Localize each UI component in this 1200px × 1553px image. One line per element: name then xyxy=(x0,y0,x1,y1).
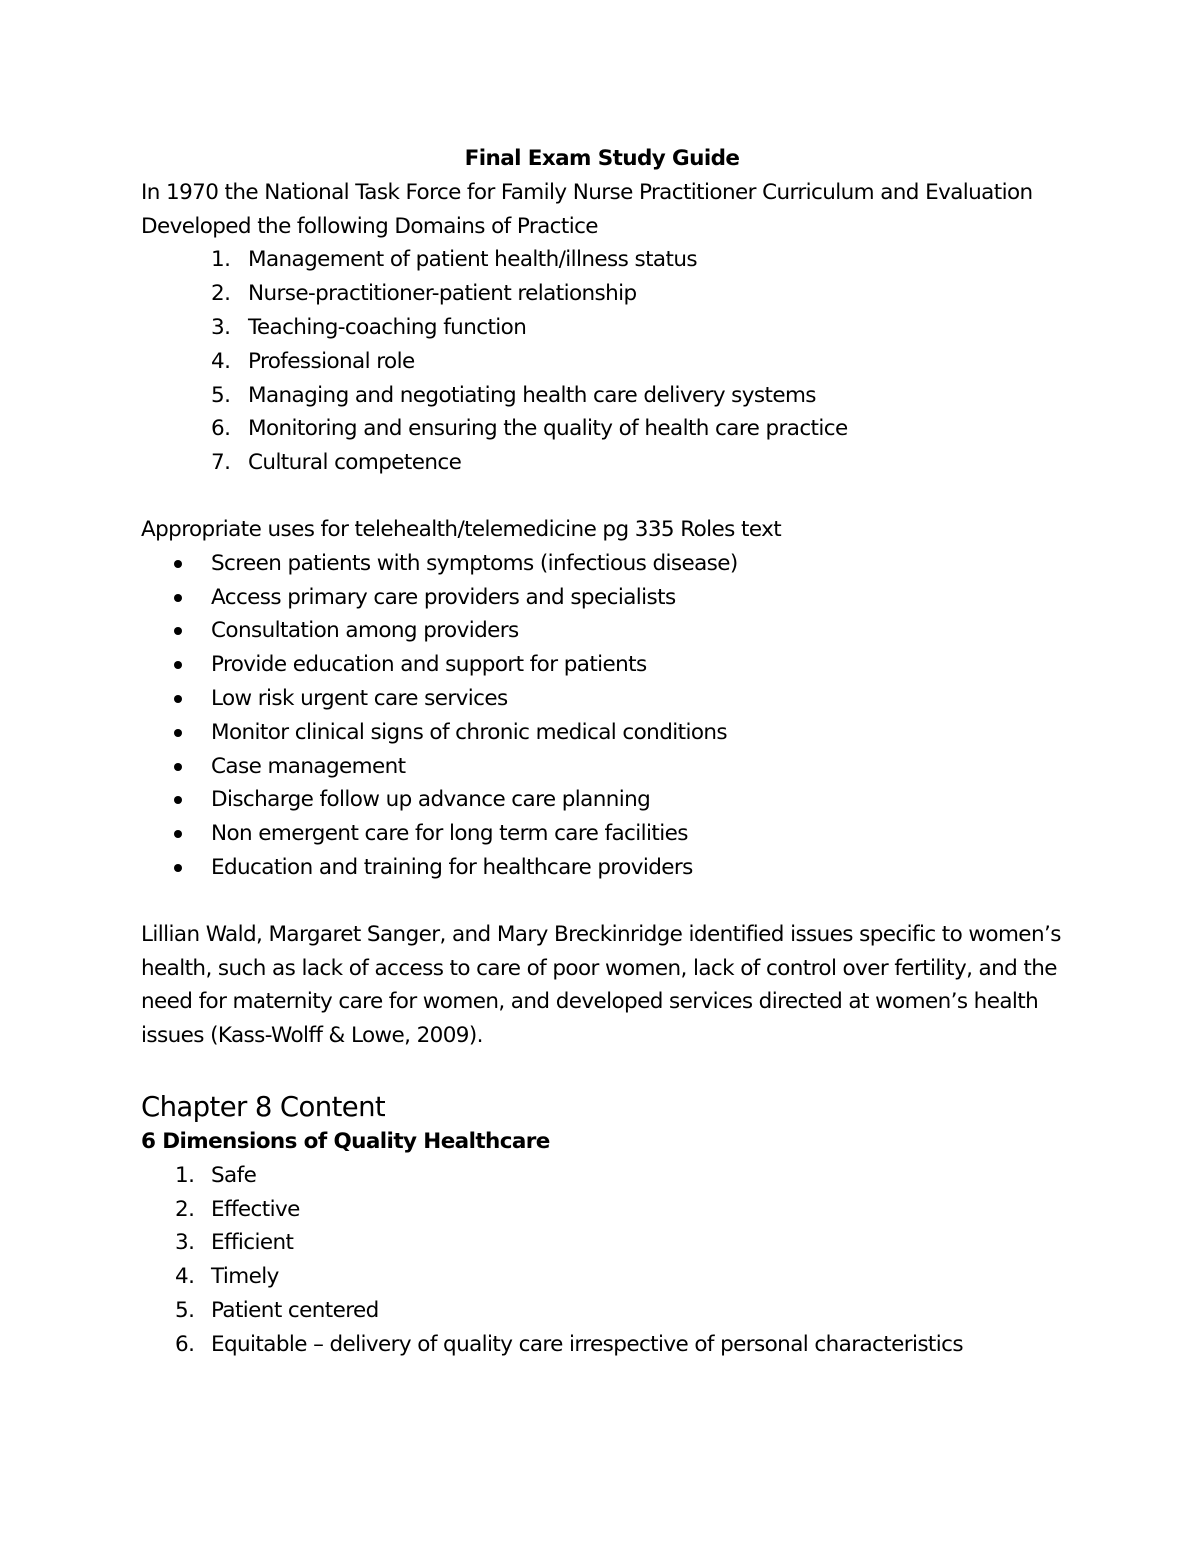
list-item xyxy=(141,682,1071,716)
list-item-text: Managing and negotiating health care delivery systems xyxy=(248,382,816,408)
list-number: 7. xyxy=(211,450,231,476)
chapter-heading: Chapter 8 Content xyxy=(141,1090,386,1123)
list-item xyxy=(141,547,1071,581)
bullet-icon xyxy=(174,695,182,703)
list-item-text: Low risk urgent care services xyxy=(211,685,508,711)
list-item-text: Equitable – delivery of quality care irrespective of personal characteristics xyxy=(211,1331,963,1357)
bullet-icon xyxy=(174,864,182,872)
bullet-icon xyxy=(174,661,182,669)
bullet-icon xyxy=(174,560,182,568)
telehealth-uses-list xyxy=(141,547,1071,885)
list-item xyxy=(141,716,1071,750)
list-item-text: Discharge follow up advance care planning xyxy=(211,787,651,813)
list-item xyxy=(141,1193,1071,1227)
list-number: 6. xyxy=(175,1331,195,1357)
bullet-icon xyxy=(174,796,182,804)
list-number: 2. xyxy=(175,1196,195,1222)
list-number: 3. xyxy=(175,1230,195,1256)
spacer xyxy=(141,1053,1071,1086)
list-item-text: Access primary care providers and specialists xyxy=(211,584,676,610)
list-item xyxy=(141,243,1071,277)
list-item-text: Patient centered xyxy=(211,1297,379,1323)
list-item xyxy=(141,614,1071,648)
list-item-text: Case management xyxy=(211,753,406,779)
list-item-text: Timely xyxy=(211,1264,279,1290)
list-item-text: Professional role xyxy=(248,348,415,374)
bullet-icon xyxy=(174,594,182,602)
list-item xyxy=(141,1294,1071,1328)
list-number: 4. xyxy=(211,348,231,374)
list-number: 4. xyxy=(175,1264,195,1290)
list-item-text: Non emergent care for long term care facilities xyxy=(211,821,688,847)
list-item-text: Consultation among providers xyxy=(211,618,519,644)
womens-health-paragraph: Lillian Wald, Margaret Sanger, and Mary Breckinridge identified issues specific to women’s health, such as lack of access to care of poor women, lack of control over fertility, and the need for maternity care for women, and developed services directed at women’s health issues (Kass-Wolff & Lowe, 2009). xyxy=(141,921,1061,1049)
list-number: 1. xyxy=(175,1162,195,1188)
bullet-icon xyxy=(174,729,182,737)
list-number: 3. xyxy=(211,314,231,340)
list-number: 5. xyxy=(211,382,231,408)
telehealth-heading: Appropriate uses for telehealth/telemedicine pg 335 Roles text xyxy=(141,516,782,542)
list-item xyxy=(141,1328,1071,1362)
spacer xyxy=(141,885,1071,918)
list-item xyxy=(141,1226,1071,1260)
document-page xyxy=(141,142,1071,1362)
list-item-text: Teaching-coaching function xyxy=(248,314,527,340)
list-item xyxy=(141,648,1071,682)
spacer xyxy=(141,480,1071,513)
list-item-text: Monitoring and ensuring the quality of health care practice xyxy=(248,416,848,442)
list-item xyxy=(141,412,1071,446)
list-item xyxy=(141,817,1071,851)
list-item xyxy=(141,851,1071,885)
list-item xyxy=(141,446,1071,480)
list-item xyxy=(141,1260,1071,1294)
list-number: 6. xyxy=(211,416,231,442)
dimensions-heading: 6 Dimensions of Quality Healthcare xyxy=(141,1128,550,1154)
list-item-text: Efficient xyxy=(211,1230,294,1256)
list-item-text: Monitor clinical signs of chronic medical conditions xyxy=(211,719,728,745)
list-item-text: Provide education and support for patients xyxy=(211,652,647,678)
list-item xyxy=(141,1159,1071,1193)
list-item-text: Safe xyxy=(211,1162,257,1188)
bullet-icon xyxy=(174,830,182,838)
list-item xyxy=(141,581,1071,615)
list-item xyxy=(141,750,1071,784)
document-title: Final Exam Study Guide xyxy=(464,146,740,171)
list-item-text: Management of patient health/illness status xyxy=(248,247,697,273)
intro-paragraph: In 1970 the National Task Force for Family Nurse Practitioner Curriculum and Evaluation Developed the following Domains of Practice xyxy=(141,179,1033,239)
list-item-text: Effective xyxy=(211,1196,300,1222)
list-item-text: Cultural competence xyxy=(248,450,462,476)
list-item-text: Education and training for healthcare providers xyxy=(211,854,693,880)
list-item-text: Screen patients with symptoms (infectious disease) xyxy=(211,550,738,576)
dimensions-list xyxy=(141,1159,1071,1362)
bullet-icon xyxy=(174,763,182,771)
list-item xyxy=(141,783,1071,817)
list-item xyxy=(141,277,1071,311)
list-number: 2. xyxy=(211,281,231,307)
domains-list xyxy=(141,243,1071,480)
list-item xyxy=(141,379,1071,413)
list-item-text: Nurse-practitioner-patient relationship xyxy=(248,281,637,307)
bullet-icon xyxy=(174,627,182,635)
list-item xyxy=(141,345,1071,379)
list-item xyxy=(141,311,1071,345)
list-number: 5. xyxy=(175,1297,195,1323)
list-number: 1. xyxy=(211,247,231,273)
